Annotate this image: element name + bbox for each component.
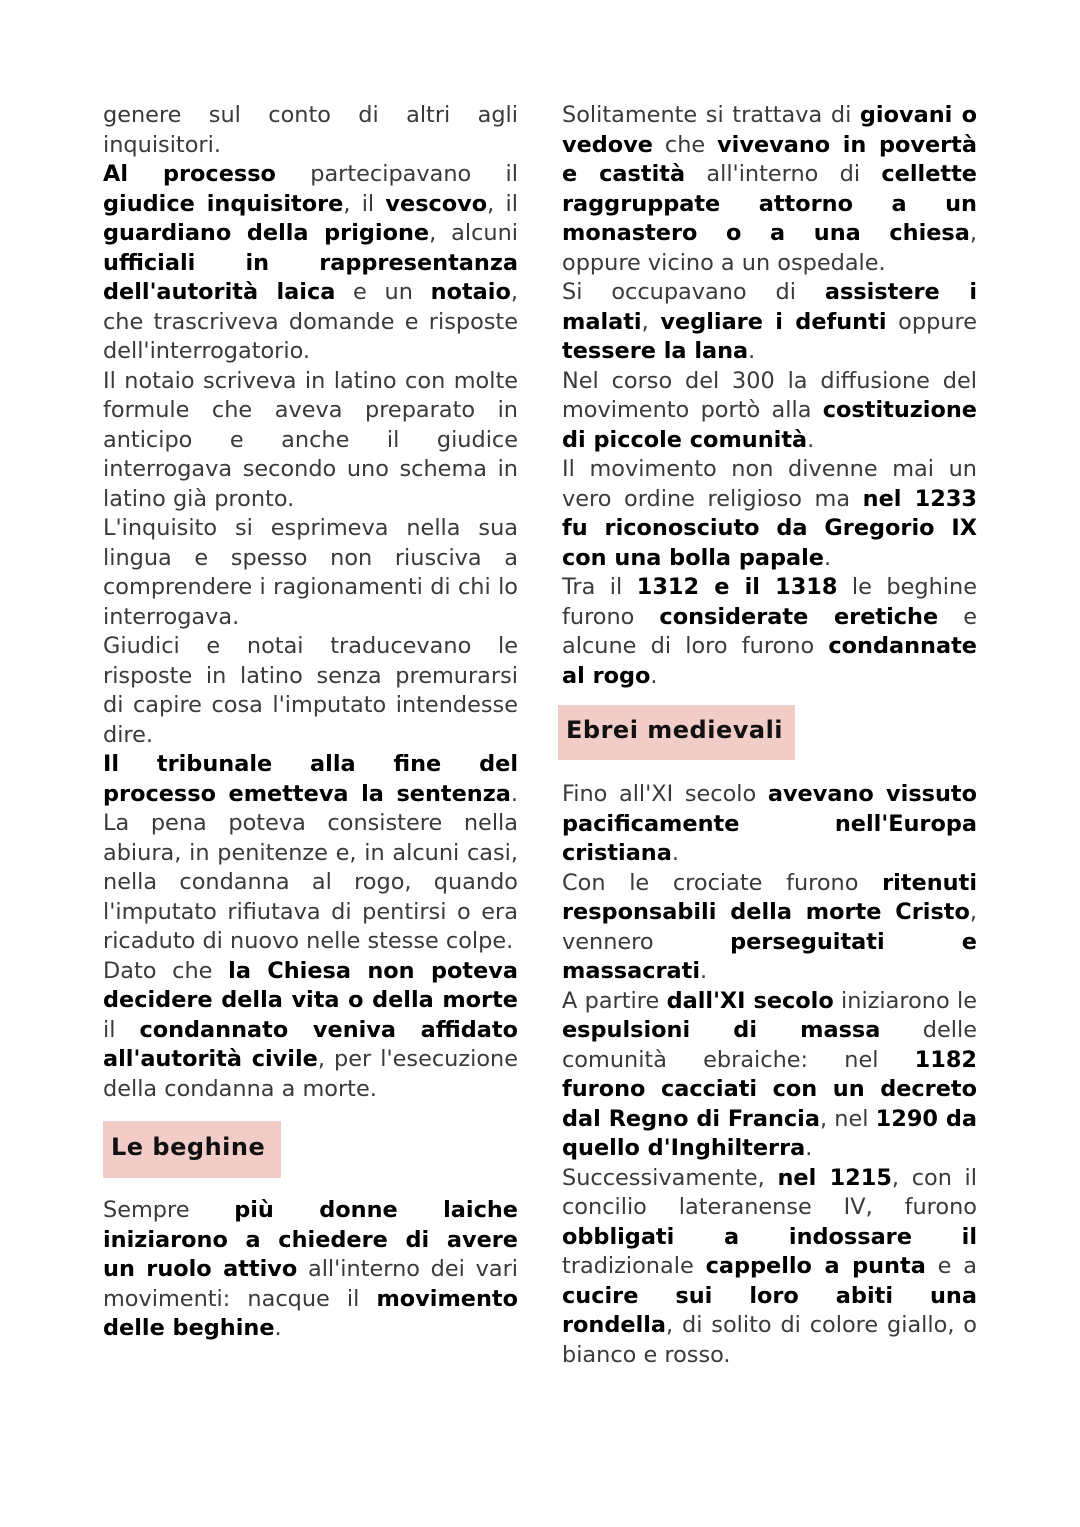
bold-text: vegliare i defunti [660, 308, 887, 335]
paragraph: L'inquisito si esprimeva nella sua lingua e spesso non riusciva a comprendere i ragionamenti di chi lo interrogava. [103, 515, 518, 630]
bold-text: vescovo [385, 190, 488, 217]
paragraph: Al processo partecipavano il giudice inquisitore, il vescovo, il guardiano della prigione, alcuni ufficiali in rappresentanza dell'autorità laica e un notaio, che trascriveva domande e risposte dell'interrogatorio. [103, 161, 518, 364]
paragraph: Solitamente si trattava di giovani o vedove che vivevano in povertà e castità all'interno di cellette raggruppate attorno a un monastero o a una chiesa, oppure vicino a un ospedale. [562, 102, 977, 276]
bold-text: obbligati a indossare il [562, 1223, 977, 1250]
bold-text: avevano vissuto pacificamente nell'Europa cristiana [562, 781, 978, 866]
bold-text: giudice inquisitore [103, 190, 344, 217]
paragraph: Tra il 1312 e il 1318 le beghine furono considerate eretiche e alcune di loro furono condannate al rogo. [562, 574, 977, 689]
bold-text: la Chiesa non poteva decidere della vita o della morte [103, 957, 519, 1013]
section-heading-ebrei: Ebrei medievali [558, 705, 795, 760]
bold-text: 1290 da quello d'Inghilterra [562, 1105, 978, 1161]
bold-text: guardiano della prigione [103, 220, 430, 246]
right-column [562, 101, 977, 1370]
bold-text: cucire sui loro abiti una rondella [562, 1282, 977, 1338]
paragraph: Il tribunale alla fine del processo emetteva la sentenza. La pena poteva consistere nella abiura, in penitenze e, in alcuni casi, nella condanna al rogo, quando l'imputato rifiutava di pentirsi o era ricaduto di nuovo nelle stesse colpe. [103, 751, 518, 954]
bold-text: dall'XI secolo [666, 987, 834, 1014]
bold-text: cellette raggruppate attorno a un monastero o a una chiesa [562, 161, 977, 246]
bold-text: 1182 furono cacciati con un decreto dal Regno di Francia [562, 1046, 977, 1132]
bold-text: Il tribunale alla fine del processo emetteva la sentenza [103, 751, 518, 807]
bold-text: tessere la lana [562, 338, 749, 364]
bold-text: più donne laiche iniziarono a chiedere di avere un ruolo attivo [103, 1197, 518, 1282]
left-column [103, 101, 518, 1344]
bold-text: condannato veniva affidato all'autorità civile [103, 1016, 518, 1072]
bold-text: condannate al rogo [562, 633, 977, 689]
bold-text: costituzione di piccole comunità [562, 397, 977, 453]
paragraph: Successivamente, nel 1215, con il concilio lateranense IV, furono obbligati a indossare il tradizionale cappello a punta e a cucire sui loro abiti una rondella, di solito di colore giallo, o bianco e rosso. [562, 1164, 977, 1368]
paragraph: genere sul conto di altri agli inquisitori. [103, 102, 518, 158]
paragraph: Nel corso del 300 la diffusione del movimento portò alla costituzione di piccole comunità. [562, 367, 977, 453]
paragraph: Fino all'XI secolo avevano vissuto pacificamente nell'Europa cristiana. [562, 781, 978, 866]
bold-text: ritenuti responsabili della morte Cristo [562, 869, 977, 925]
bold-text: notaio [430, 279, 511, 305]
bold-text: vivevano in povertà e castità [562, 131, 977, 187]
paragraph: Si occupavano di assistere i malati, vegliare i defunti oppure tessere la lana. [562, 279, 977, 364]
paragraph: Il movimento non divenne mai un vero ordine religioso ma nel 1233 fu riconosciuto da Gregorio IX con una bolla papale. [562, 456, 977, 571]
bold-text: movimento delle beghine [103, 1285, 518, 1341]
bold-text: considerate eretiche [659, 603, 939, 630]
bold-text: nel 1233 fu riconosciuto da Gregorio IX con una bolla papale [562, 485, 977, 571]
bold-text: ufficiali in rappresentanza dell'autorità laica [103, 249, 518, 305]
paragraph: Con le crociate furono ritenuti responsabili della morte Cristo, vennero perseguitati e massacrati. [562, 869, 977, 984]
paragraph: Dato che la Chiesa non poteva decidere della vita o della morte il condannato veniva affidato all'autorità civile, per l'esecuzione della condanna a morte. [103, 957, 519, 1102]
bold-text: Al processo [103, 161, 276, 187]
bold-text: giovani o vedove [562, 102, 977, 158]
bold-text: 1312 e il 1318 [636, 574, 838, 600]
bold-text: assistere i malati [562, 279, 977, 335]
paragraph: Il notaio scriveva in latino con molte formule che aveva preparato in anticipo e anche il giudice interrogava secondo uno schema in latino già pronto. [103, 367, 518, 512]
section-heading-beghine: Le beghine [103, 1121, 281, 1178]
bold-text: espulsioni di massa [562, 1017, 881, 1043]
paragraph: A partire dall'XI secolo iniziarono le espulsioni di massa delle comunità ebraiche: nel 1182 furono cacciati con un decreto dal Regno di Francia, nel 1290 da quello d'Inghilterra. [562, 987, 978, 1161]
paragraph: Sempre più donne laiche iniziarono a chiedere di avere un ruolo attivo all'interno dei vari movimenti: nacque il movimento delle beghine. [103, 1197, 519, 1341]
bold-text: nel 1215 [777, 1164, 892, 1191]
bold-text: cappello a punta [705, 1253, 926, 1279]
paragraph: Giudici e notai traducevano le risposte in latino senza premurarsi di capire cosa l'imputato intendesse dire. [103, 633, 518, 748]
bold-text: perseguitati e massacrati [562, 928, 977, 984]
